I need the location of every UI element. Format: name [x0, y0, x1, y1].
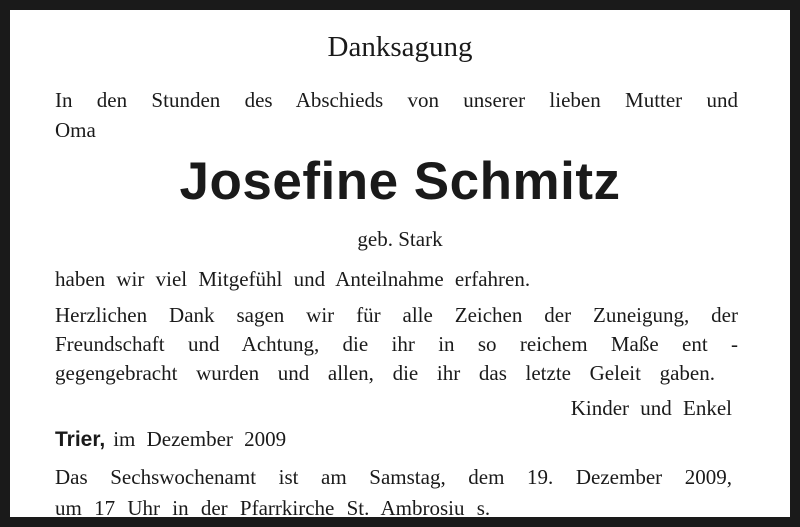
- mass-line-1: Das Sechswochenamt ist am Samstag, dem 19. Dezember 2009,: [55, 465, 732, 489]
- deceased-name: Josefine Schmitz: [179, 152, 621, 211]
- place-date-line: [55, 425, 738, 454]
- mass-line-2: um 17 Uhr in der Pfarrkirche St. Ambrosiu s.: [55, 496, 491, 520]
- thanks-line-3: gegengebracht wurden und allen, die ihr das letzte Geleit gaben.: [55, 361, 715, 385]
- notice-heading: Danksagung: [327, 31, 473, 63]
- signature: Kinder und Enkel: [570, 396, 732, 420]
- maiden-name: geb. Stark: [357, 227, 443, 251]
- notice-date: im Dezember 2009: [113, 427, 287, 451]
- place-name: Trier,: [55, 428, 106, 451]
- sympathy-line: haben wir viel Mitgefühl und Anteilnahme erfahren.: [55, 267, 531, 291]
- thanks-line-2: Freundschaft und Achtung, die ihr in so reichem Maße ent -: [55, 332, 738, 356]
- intro-line-1: In den Stunden des Abschieds von unserer lieben Mutter und: [55, 88, 738, 112]
- intro-line-2: Oma: [55, 118, 96, 142]
- thanks-line-1: Herzlichen Dank sagen wir für alle Zeichen der Zuneigung, der: [55, 303, 738, 327]
